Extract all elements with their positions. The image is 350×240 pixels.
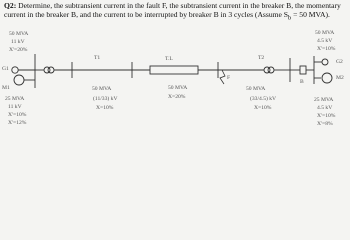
m1-mva: 25 MVA <box>5 96 25 102</box>
t2-mva: 50 MVA <box>246 86 266 92</box>
m1-label: M1 <box>2 85 10 91</box>
question-subscript: b <box>288 14 292 22</box>
t2-kv: (33/4.5) kV <box>250 96 277 102</box>
t2-reactance: X=10% <box>254 105 272 111</box>
generator-g2 <box>322 59 328 65</box>
g2-kv: 4.5 kV <box>317 38 333 44</box>
tl-label: T.L <box>165 56 173 62</box>
transmission-line <box>150 66 198 74</box>
g2-mva: 50 MVA <box>315 30 335 36</box>
question-number: Q2: <box>4 1 17 10</box>
g2-label: G2 <box>336 59 343 65</box>
m2-reactance-2: X'=8% <box>317 121 333 127</box>
t1-label: T1 <box>94 55 101 61</box>
t1-mva: 50 MVA <box>92 86 112 92</box>
motor-m1 <box>14 75 24 85</box>
m1-kv: 11 kV <box>8 104 22 110</box>
m2-label: M2 <box>336 75 344 81</box>
question-body: Determine, the subtransient current in the fault F, the subtransient current in the breaker B, the momentary current in the breaker B, and the current to be interrupted by breaker B in 3 cycles (Assume S <box>4 1 341 20</box>
m1-reactance-2: X'=12% <box>8 120 27 126</box>
g1-mva: 50 MVA <box>9 31 29 37</box>
t2-label: T2 <box>258 55 265 61</box>
g1-reactance: X'=20% <box>9 47 28 53</box>
breaker-b-symbol <box>300 66 306 74</box>
tl-reactance: X=20% <box>168 94 186 100</box>
breaker-label: B <box>300 79 304 85</box>
g1-kv: 11 kV <box>11 39 25 45</box>
m2-reactance-1: X'=10% <box>317 113 336 119</box>
fault-label: F <box>227 75 231 81</box>
t1-kv: (11/33) kV <box>93 96 118 102</box>
m2-kv: 4.5 kV <box>317 105 333 111</box>
transformer-t2-secondary <box>268 67 274 73</box>
fault-marker <box>220 70 225 84</box>
m1-reactance-1: X'=10% <box>8 112 27 118</box>
g2-reactance: X'=10% <box>317 46 336 52</box>
motor-m2 <box>322 73 332 83</box>
tl-mva: 50 MVA <box>168 85 188 91</box>
question-tail: = 50 MVA). <box>291 10 330 20</box>
transformer-t1-secondary <box>48 67 54 73</box>
t1-reactance: X=10% <box>96 105 114 111</box>
m2-mva: 25 MVA <box>314 97 334 103</box>
generator-g1 <box>12 67 18 73</box>
g1-label: G1 <box>2 66 9 72</box>
